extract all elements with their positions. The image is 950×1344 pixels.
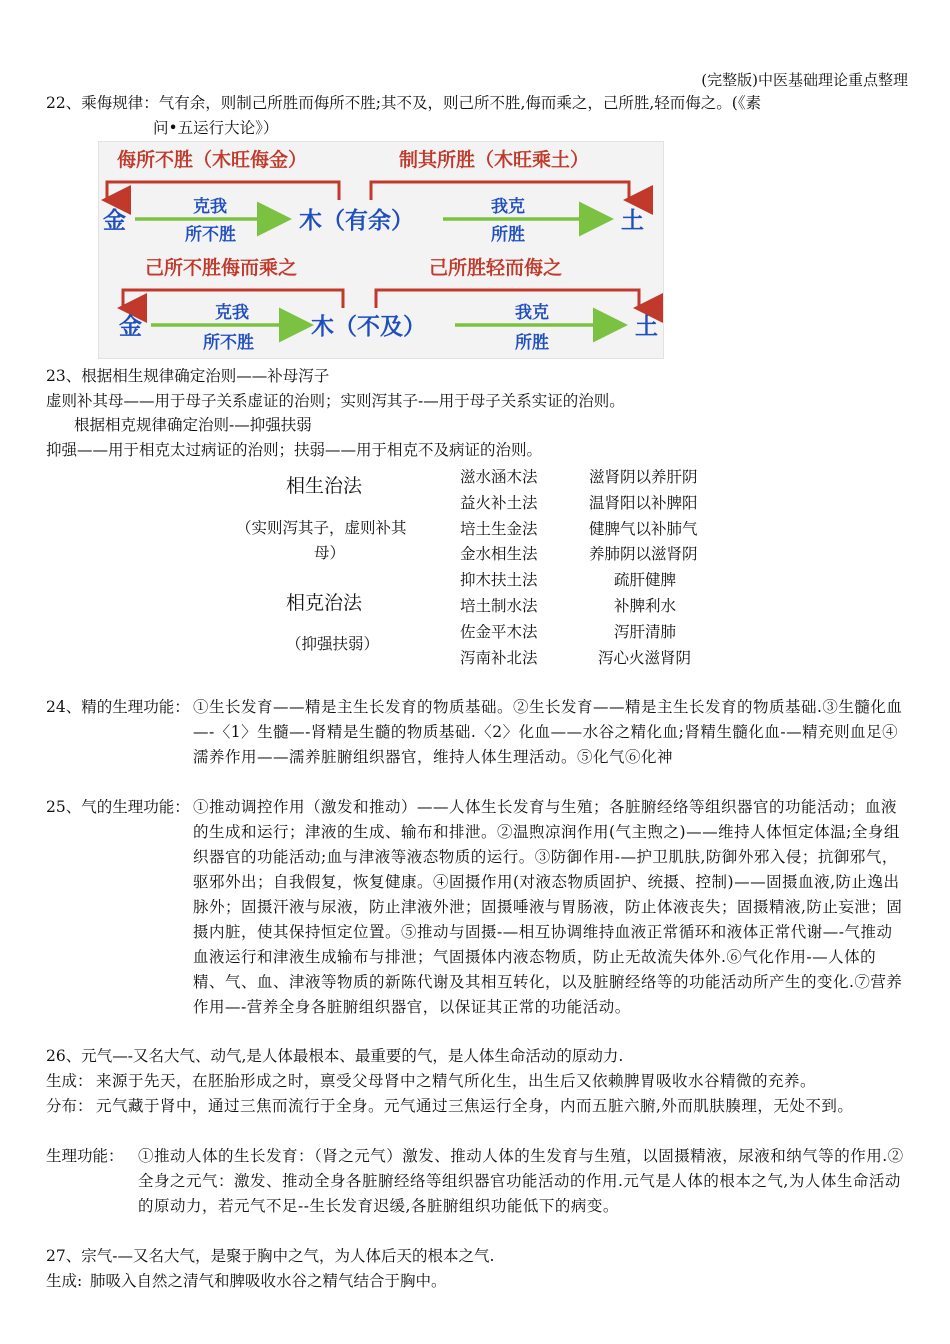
desc-1: 滋肾阴以养肝阴	[589, 468, 698, 486]
sheng-note-2: 母）	[314, 544, 346, 562]
s27-gen-text: 肺吸入自然之清气和脾吸收水谷之精气结合于胸中。	[90, 1272, 447, 1290]
s24-label: 24、精的生理功能：	[46, 698, 190, 716]
overwhelm-insult-diagram	[98, 141, 664, 359]
top-mid-node: 木（有余）	[299, 208, 414, 234]
s23-line3: 根据相克规律确定治则-—抑强扶弱	[74, 416, 312, 434]
top-arrow-1-lower: 所不胜	[185, 225, 236, 245]
s27-gen-label: 生成:	[46, 1272, 83, 1290]
bot-right-node: 土	[635, 314, 658, 340]
method-4: 金水相生法	[460, 545, 538, 563]
top-arrow-2-upper: 我克	[491, 197, 525, 217]
s26-func-label: 生理功能：	[46, 1147, 124, 1165]
method-7: 佐金平木法	[460, 623, 538, 641]
desc-8: 泻心火滋肾阴	[598, 649, 692, 667]
s26-func-text: ①推动人体的生长发育：（肾之元气）激发、推动人体的生发育与生殖，以固摄精液，尿液和纳气等的作用.②全身之元气：激发、推动全身各脏腑经络等组织器官功能活动的作用.元气是人体的根本之气,为人体生命活动的原动力，若元气不足--生长发育迟缓,各脏腑组织功能低下的病变。	[138, 1147, 904, 1215]
top-arrow-2-lower: 所胜	[491, 225, 525, 245]
s23-line4: 抑强——用于相克太过病证的治则；扶弱——用于相克不及病证的治则。	[46, 441, 543, 459]
s26-line1: 26、元气—-又名大气、动气,是人体最根本、最重要的气，是人体生命活动的原动力.	[46, 1047, 624, 1065]
method-6: 培土制水法	[460, 597, 538, 615]
desc-4: 养肺阴以滋肾阴	[589, 545, 698, 563]
method-2: 益火补土法	[460, 494, 538, 512]
s26-gen-text: 来源于先天，在胚胎形成之时，禀受父母肾中之精气所化生，出生后又依赖脾胃吸收水谷精微的充养。	[96, 1072, 817, 1090]
page-header: (完整版)中医基础理论重点整理	[701, 71, 908, 89]
s22-line1: 22、乘侮规律：气有余，则制己所胜而侮所不胜;其不及，则己所不胜,侮而乘之，己所胜,轻而侮之。(《素	[46, 94, 762, 112]
method-3: 培土生金法	[460, 520, 538, 538]
top-right-node: 土	[621, 208, 644, 234]
method-5: 抑木扶土法	[460, 571, 538, 589]
top-arrow-1-upper: 克我	[193, 197, 227, 217]
desc-7: 泻肝清肺	[614, 623, 677, 641]
sheng-note-1: （实则泻其子，虚则补其	[236, 519, 407, 537]
s23-line2: 虚则补其母——用于母子关系虚证的治则；实则泻其子-—用于母子关系实证的治则。	[46, 392, 625, 410]
s26-dist-text: 元气藏于肾中，通过三焦而流行于全身。元气通过三焦运行全身，内而五脏六腑,外而肌肤腠理，无处不到。	[96, 1097, 854, 1115]
bot-right-bracket	[376, 290, 639, 308]
s27-line1: 27、宗气-—又名大气，是聚于胸中之气，为人体后天的根本之气.	[46, 1247, 495, 1265]
desc-5: 疏肝健脾	[614, 571, 677, 589]
sheng-title: 相生治法	[286, 475, 363, 497]
s24-text: ①生长发育——精是主生长发育的物质基础。②生长发育——精是主生长发育的物质基础.③生髓化血—-〈1〉生髓—-肾精是生髓的物质基础.〈2〉化血——水谷之精化血;肾精生髓化血-—精充则血足④濡养作用——濡养脏腑组织器官，维持人体生理活动。⑤化气⑥化神	[193, 698, 903, 766]
desc-2: 温肾阳以补脾阳	[589, 494, 698, 512]
top-right-title: 制其所胜（木旺乘土）	[399, 149, 590, 171]
ke-title: 相克治法	[286, 592, 363, 614]
method-8: 泻南补北法	[460, 649, 538, 667]
top-left-title: 侮所不胜（木旺侮金）	[117, 149, 308, 171]
bot-arrow-1-lower: 所不胜	[203, 333, 254, 353]
s26-dist-label: 分布：	[46, 1097, 93, 1115]
top-left-node: 金	[103, 208, 126, 234]
bot-arrow-2-lower: 所胜	[515, 333, 549, 353]
s25-label: 25、气的生理功能：	[46, 798, 190, 816]
bot-right-title: 己所胜轻而侮之	[429, 257, 563, 279]
bot-left-node: 金	[119, 314, 142, 340]
desc-6: 补脾利水	[614, 597, 677, 615]
bot-mid-node: 木（不及）	[311, 314, 426, 340]
s22-line2: 问•五运行大论》）	[153, 119, 279, 137]
bot-arrow-2-upper: 我克	[515, 303, 549, 323]
bot-arrow-1-upper: 克我	[215, 303, 249, 323]
s23-line1: 23、根据相生规律确定治则——补母泻子	[46, 367, 330, 385]
desc-3: 健脾气以补肺气	[589, 520, 698, 538]
s25-text: ①推动调控作用（激发和推动）——人体生长发育与生殖；各脏腑经络等组织器官的功能活动；血液的生成和运行；津液的生成、输布和排泄。②温煦凉润作用(气主煦之)——维持人体恒定体温;全身组织器官的功能活动;血与津液等液态物质的运行。③防御作用-—护卫肌肤,防御外邪入侵；抗御邪气，驱邪外出；自我假复，恢复健康。④固摄作用(对液态物质固护、统摄、控制)——固摄血液,防止逸出脉外；固摄汗液与尿液，防止津液外泄；固摄唾液与胃肠液，防止体液丧失；固摄精液,防止妄泄；固摄内脏，使其保持恒定位置。⑤推动与固摄-—相互协调维持血液正常循环和液体正常代谢—-气推动血液运行和津液生成输布与排泄；气固摄体内液态物质，防止无故流失体外.⑥气化作用-—人体的精、气、血、津液等物质的新陈代谢及其相互转化，以及脏腑经络等的功能活动所产生的变化.⑦营养作用—-营养全身各脏腑组织器官，以保证其正常的功能活动。	[193, 798, 903, 1016]
ke-note: （抑强扶弱）	[286, 635, 380, 653]
bot-left-title: 己所不胜侮而乘之	[145, 257, 298, 279]
method-1: 滋水涵木法	[460, 468, 538, 486]
s26-gen-label: 生成：	[46, 1072, 93, 1090]
